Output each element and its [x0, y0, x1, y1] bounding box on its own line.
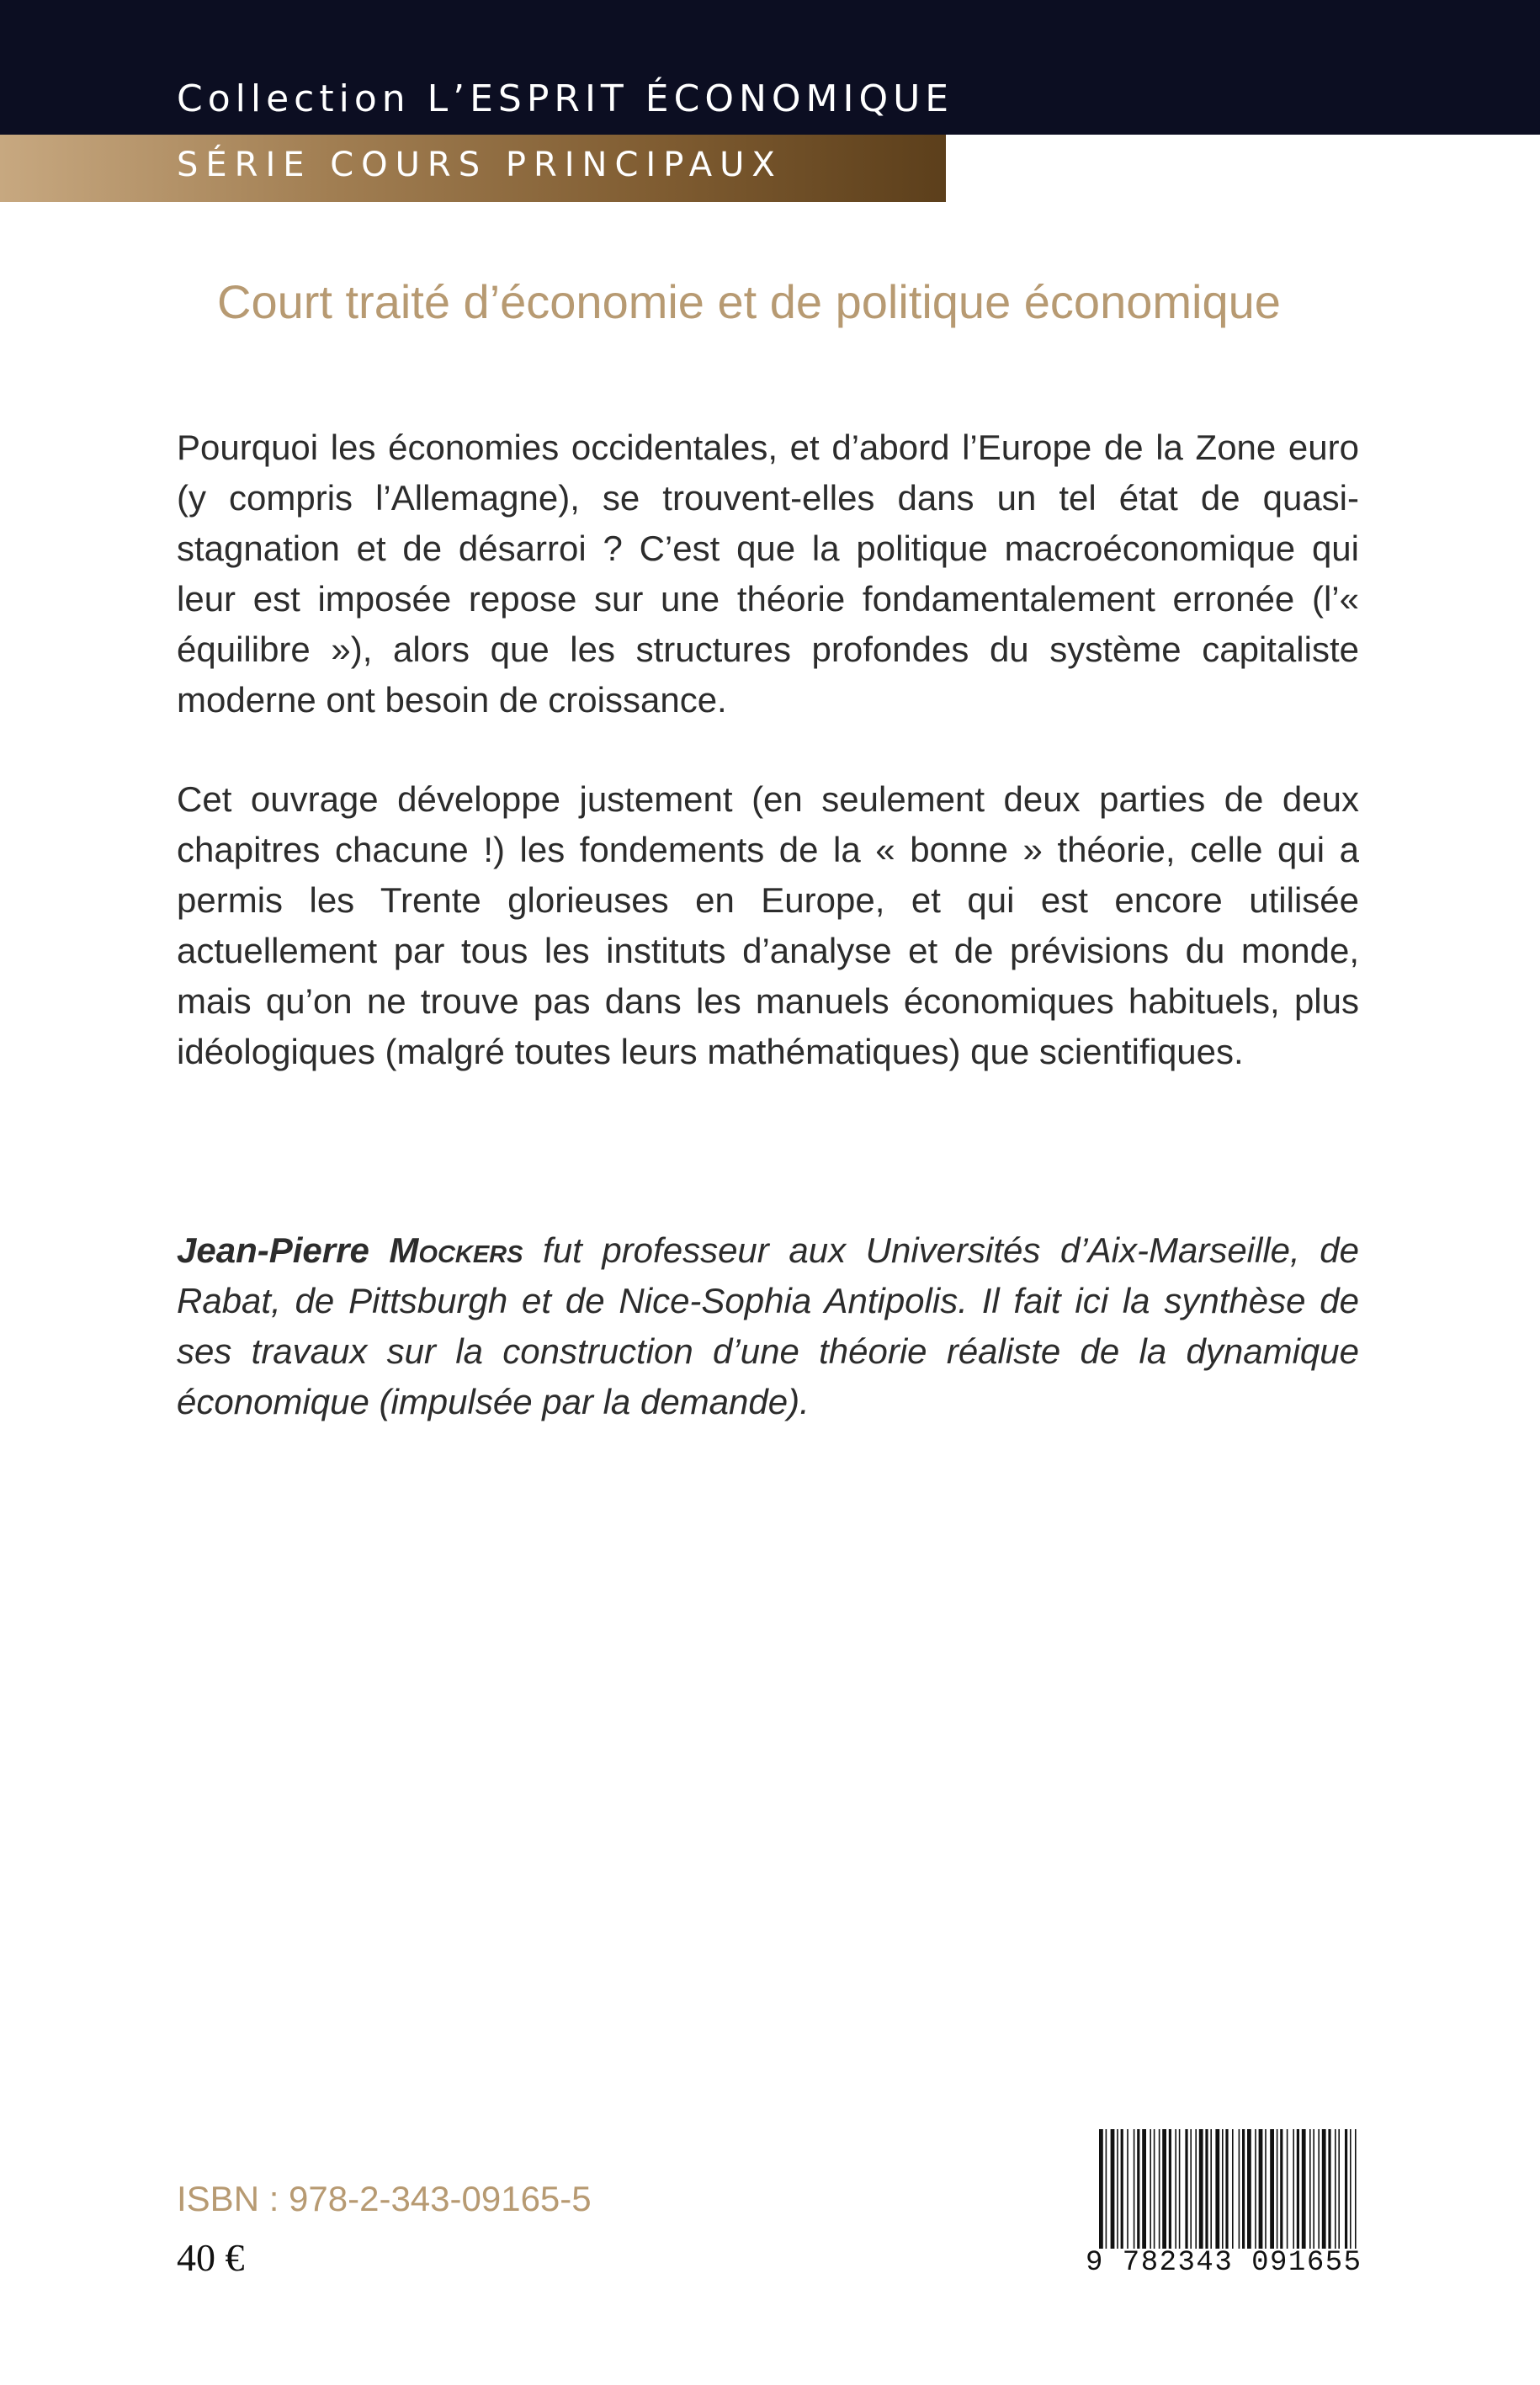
collection-name: Collection L’ESPRIT ÉCONOMIQUE — [177, 77, 954, 120]
isbn: ISBN : 978-2-343-09165-5 — [177, 2179, 592, 2218]
author-bio-text: fut professeur aux Universités d’Aix-Marseille, de Rabat, de Pittsburgh et de Nice-Sophia Antipolis. Il fait ici la synthèse de ses travaux sur la construction d’une théorie réaliste de la dynamique économique (impulsée par la demande). — [177, 1230, 1360, 1421]
book-title: Court traité d’économie et de politique économique — [217, 275, 1281, 328]
barcode-digits: 9 782343 091655 — [1086, 2249, 1372, 2277]
summary-paragraph-2: Cet ouvrage développe justement (en seulement deux parties de deux chapitres chacune !) les fondements de la « bonne » théorie, celle qui a permis les Trente glorieuses en Europe, et qui est encore utilisée actuellement par tous les instituts d’analyse et de prévisions du monde, mais qu’on ne trouve pas dans les manuels économiques habituels, plus idéologiques (malgré toutes leurs mathématiques) que scientifiques. — [177, 779, 1359, 1071]
summary-paragraph-1: Pourquoi les économies occidentales, et d’abord l’Europe de la Zone euro (y compris l’Allemagne), se trouvent-elles dans un tel état de quasi-stagnation et de désarroi ? C’est que la politique macroéconomique qui leur est imposée repose sur une théorie fondamentalement erronée (l’« équilibre »), alors que les structures profondes du système capitaliste moderne ont besoin de croissance. — [177, 428, 1359, 720]
author-bio — [177, 1225, 1359, 1427]
price: 40 € — [177, 2236, 245, 2279]
author-last-name: Mockers — [389, 1230, 523, 1270]
author-name — [177, 1230, 523, 1270]
series-name: SÉRIE COURS PRINCIPAUX — [177, 146, 783, 184]
author-first-name: Jean-Pierre — [177, 1230, 390, 1270]
